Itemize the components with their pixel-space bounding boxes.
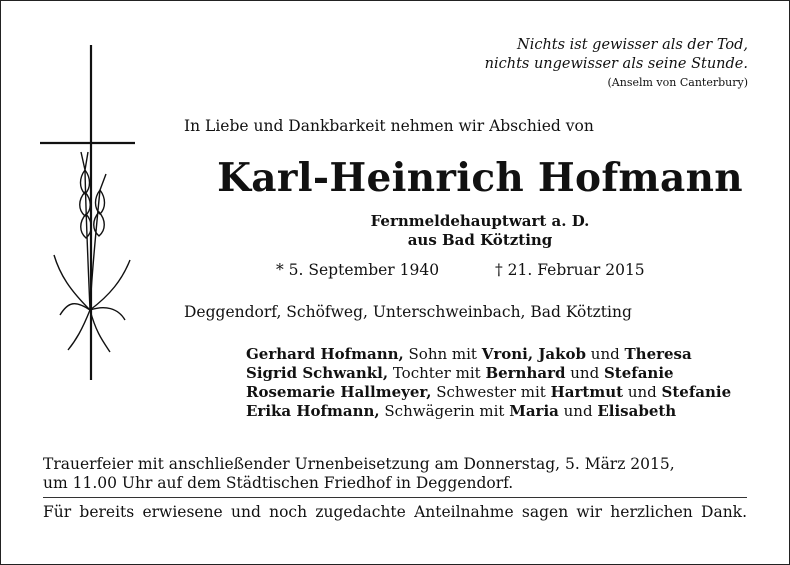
- family-name: Sigrid Schwankl,: [246, 364, 389, 382]
- family-name: Hartmut: [550, 383, 624, 401]
- divider: [43, 497, 747, 498]
- family-relation: Sohn mit: [403, 345, 482, 363]
- funeral-line-1: Trauerfeier mit anschließender Urnenbeisetzung am Donnerstag, 5. März 2015,: [43, 455, 675, 473]
- family-name: Rosemarie Hallmeyer,: [246, 383, 432, 401]
- quote-source: (Anselm von Canterbury): [607, 76, 748, 89]
- family-relation: Tochter mit: [388, 364, 486, 382]
- death-date: † 21. Februar 2015: [495, 261, 645, 279]
- deceased-name: Karl-Heinrich Hofmann: [217, 155, 743, 201]
- family-name: Erika Hofmann,: [246, 402, 380, 420]
- family-relation: Schwägerin mit: [379, 402, 510, 420]
- family-name: Stefanie: [661, 383, 732, 401]
- family-row: [246, 364, 731, 383]
- family-row: [246, 345, 731, 364]
- deceased-origin: aus Bad Kötzting: [407, 231, 553, 249]
- quote-block: [485, 36, 748, 74]
- family-name: Bernhard: [485, 364, 566, 382]
- family-relation: und: [558, 402, 598, 420]
- funeral-info: [43, 455, 747, 493]
- birth-date: * 5. September 1940: [276, 261, 440, 279]
- intro-text: In Liebe und Dankbarkeit nehmen wir Abschied von: [184, 117, 594, 135]
- places-line: Deggendorf, Schöfweg, Unterschweinbach, Bad Kötzting: [184, 303, 632, 321]
- family-relation: und: [623, 383, 662, 401]
- deceased-title: Fernmeldehauptwart a. D.: [370, 212, 590, 230]
- family-name: Theresa: [624, 345, 692, 363]
- family-name: Gerhard Hofmann,: [246, 345, 404, 363]
- family-relation: und: [586, 345, 625, 363]
- thanks-text: Für bereits erwiesene und noch zugedachte Anteilnahme sagen wir herzlichen Dank.: [43, 503, 747, 521]
- family-name: Stefanie: [603, 364, 674, 382]
- family-list: [246, 345, 731, 421]
- quote-line-1: Nichts ist gewisser als der Tod,: [517, 37, 748, 53]
- family-name: Elisabeth: [597, 402, 677, 420]
- family-relation: und: [565, 364, 604, 382]
- quote-line-2: nichts ungewisser als seine Stunde.: [484, 56, 748, 72]
- family-name: Vroni, Jakob: [481, 345, 587, 363]
- family-relation: Schwester mit: [431, 383, 551, 401]
- funeral-line-2: um 11.00 Uhr auf dem Städtischen Friedhof in Deggendorf.: [43, 474, 514, 492]
- family-row: [246, 402, 731, 421]
- family-row: [246, 383, 731, 402]
- family-name: Maria: [509, 402, 559, 420]
